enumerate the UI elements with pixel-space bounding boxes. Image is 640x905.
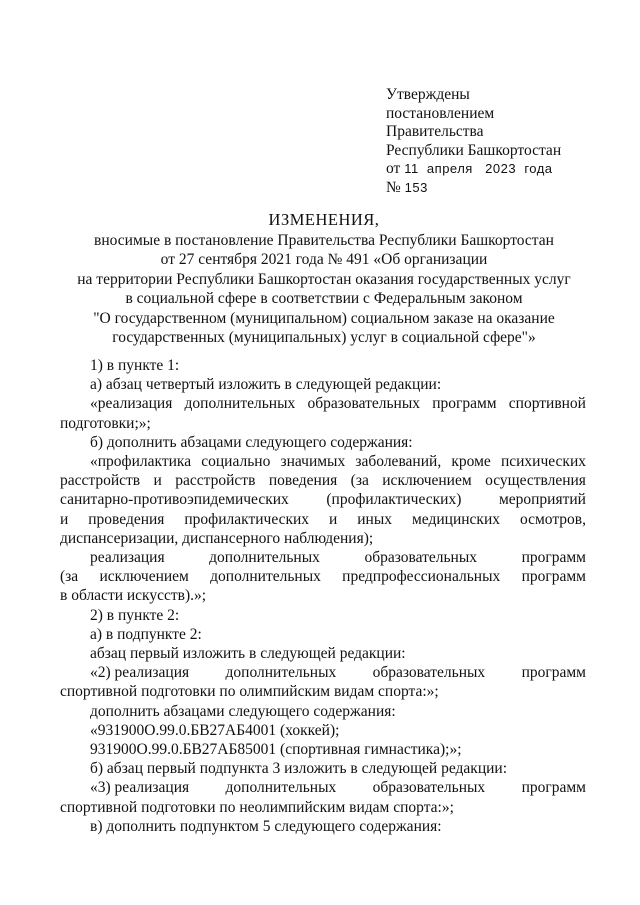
word: и xyxy=(153,472,162,490)
word: санитарно-противоэпидемических xyxy=(60,491,289,509)
document-body xyxy=(60,356,586,836)
body-line: 2) в пункте 2: xyxy=(90,606,180,624)
word: расстройств xyxy=(175,472,256,490)
body-line-justified xyxy=(60,490,586,509)
word: образовательных xyxy=(307,395,420,413)
word: «3) реализация xyxy=(90,779,190,797)
word: «реализация xyxy=(90,395,173,413)
word: реализация xyxy=(90,549,165,567)
body-line-justified xyxy=(60,471,586,490)
word: проведения xyxy=(88,510,165,528)
approval-line: Правительства xyxy=(386,123,484,141)
title-heading: ИЗМЕНЕНИЯ, xyxy=(268,210,380,229)
approval-line: Утверждены xyxy=(386,86,470,103)
word: программ xyxy=(432,395,497,413)
approval-date xyxy=(386,160,626,179)
word: (профилактических) xyxy=(326,491,462,509)
approval-number xyxy=(386,179,626,198)
body-line: 1) в пункте 1: xyxy=(90,357,180,374)
body-line-justified xyxy=(60,510,586,529)
word: исключением xyxy=(382,472,472,490)
body-line-justified xyxy=(60,778,586,797)
word: поведения xyxy=(268,472,338,490)
word: и xyxy=(60,510,69,528)
word: исключением xyxy=(99,568,189,586)
body-line: подготовки;»; xyxy=(60,414,151,432)
approval-date-value: 11 апреля 2023 года xyxy=(404,161,553,177)
approval-line: постановлением xyxy=(386,104,495,122)
word: образовательных xyxy=(372,664,486,682)
word: профилактических xyxy=(184,510,310,528)
title-line: государственных (муниципальных) услуг в социальной сфере"» xyxy=(112,329,536,346)
body-line-justified xyxy=(60,663,586,682)
word: (за xyxy=(350,472,369,490)
body-line-justified xyxy=(60,567,586,586)
body-line: в области искусств).»; xyxy=(60,587,207,605)
body-line: в) дополнить подпунктом 5 следующего содержания: xyxy=(90,817,442,835)
word: программ xyxy=(521,664,586,682)
title-line: от 27 сентября 2021 года № 491 «Об организации xyxy=(160,251,488,268)
body-line: б) абзац первый подпункта 3 изложить в следующей редакции: xyxy=(90,760,508,778)
word: образовательных xyxy=(364,549,477,567)
word: значимых xyxy=(280,453,346,471)
word: «профилактика xyxy=(90,453,192,471)
word: «2) реализация xyxy=(90,664,190,682)
body-line: 931900О.99.0.БВ27АБ85001 (спортивная гимнастика);»; xyxy=(90,741,462,759)
word: дополнительных xyxy=(225,664,337,682)
word: кроме xyxy=(451,453,491,471)
word: программ xyxy=(521,568,586,586)
word: социально xyxy=(201,453,271,471)
word: расстройств xyxy=(60,472,141,490)
title-line: "О государственном (муниципальном) социальном заказе на оказание xyxy=(93,309,555,327)
word: иных xyxy=(357,510,393,528)
body-line-justified xyxy=(60,452,586,471)
title-line: на территории Республики Башкортостан оказания государственных услуг xyxy=(77,270,571,288)
word: дополнительных xyxy=(210,568,321,586)
word: осуществления xyxy=(485,472,586,490)
body-line: дополнить абзацами следующего содержания: xyxy=(90,702,396,720)
word: и xyxy=(329,510,338,528)
word: программ xyxy=(521,549,586,567)
word: осмотров, xyxy=(519,510,586,528)
body-line: а) в подпункте 2: xyxy=(90,625,202,643)
body-line: а) абзац четвертый изложить в следующей редакции: xyxy=(90,376,442,394)
approval-date-prefix: от xyxy=(386,160,401,178)
word: дополнительных xyxy=(225,779,337,797)
word: программ xyxy=(521,779,586,797)
word: мероприятий xyxy=(498,491,586,509)
body-line-justified xyxy=(60,394,586,413)
approval-stamp xyxy=(386,86,626,198)
word: (за xyxy=(60,568,79,586)
approval-line: Республики Башкортостан xyxy=(386,141,562,159)
word: дополнительных xyxy=(209,549,320,567)
approval-number-value: 153 xyxy=(404,179,428,195)
word: психических xyxy=(500,453,586,471)
body-line: «931900О.99.0.БВ27АБ4001 (хоккей); xyxy=(90,721,340,739)
approval-number-prefix: № xyxy=(386,178,401,196)
body-line: диспансеризации, диспансерного наблюдения); xyxy=(60,529,374,547)
title-line: в социальной сфере в соответствии с Федеральным законом xyxy=(125,290,523,307)
body-line: спортивной подготовки по неолимпийским видам спорта:»; xyxy=(60,798,454,816)
body-line: б) дополнить абзацами следующего содержания: xyxy=(90,433,413,451)
word: предпрофессиональных xyxy=(342,568,501,586)
document-title xyxy=(64,210,584,348)
word: медицинских xyxy=(411,510,500,528)
title-line: вносимые в постановление Правительства Республики Башкортостан xyxy=(94,231,554,249)
word: дополнительных xyxy=(184,395,296,413)
body-line: абзац первый изложить в следующей редакции: xyxy=(90,645,406,663)
word: спортивной xyxy=(508,395,586,413)
body-line: спортивной подготовки по олимпийским видам спорта:»; xyxy=(60,683,439,701)
word: заболеваний, xyxy=(355,453,442,471)
word: образовательных xyxy=(372,779,486,797)
body-line-justified xyxy=(60,548,586,567)
